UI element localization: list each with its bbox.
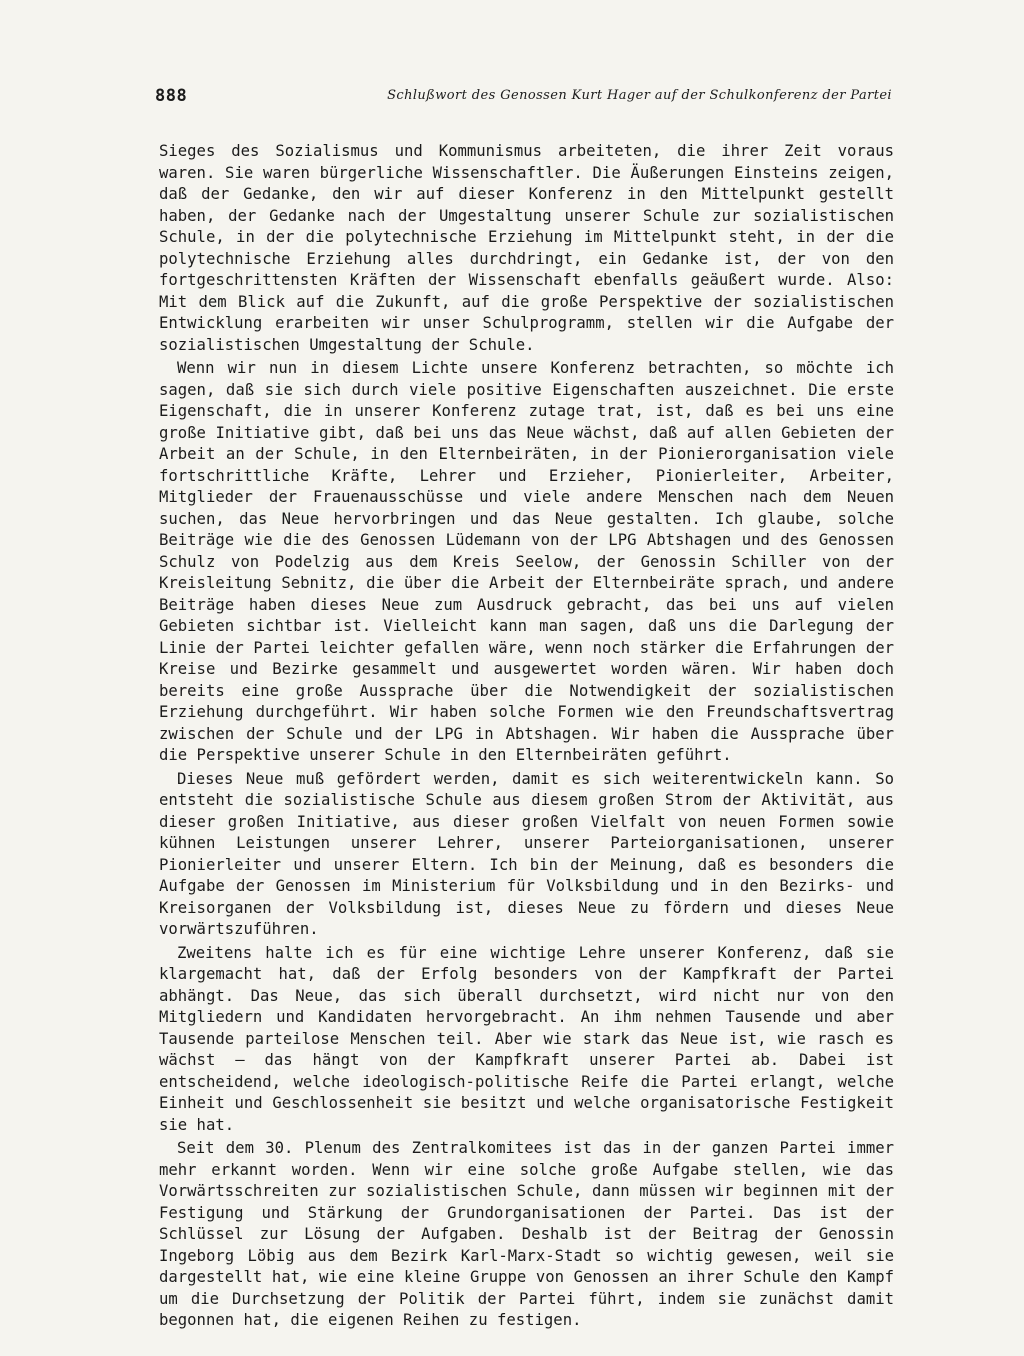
paragraph: Wenn wir nun in diesem Lichte unsere Konferenz betrachten, so möchte ich sagen, daß sie sich durch viele positive Eigenschaften auszeichnet. Die erste Eigenschaft, die in unserer Konferenz zutage trat, ist, daß es bei uns eine große Initiative gibt, daß bei uns das Neue wächst, daß auf allen Gebieten der Arbeit an der Schule, in den Elternbeiräten, in der Pionierorganisation viele fortschrittliche Kräfte, Lehrer und Erzieher, Pionierleiter, Arbeiter, Mitglieder der Frauenausschüsse und viele andere Menschen nach dem Neuen suchen, das Neue hervorbringen und das Neue gestalten. Ich glaube, solche Beiträge wie die des Genossen Lüdemann von der LPG Abtshagen und des Genossen Schulz von Podelzig aus dem Kreis Seelow, der Genossin Schiller von der Kreisleitung Sebnitz, die über die Arbeit der Elternbeiräte sprach, und andere Beiträge haben dieses Neue zum Ausdruck gebracht, das bei uns auf vielen Gebieten sichtbar ist. Vielleicht kann man sagen, daß uns die Darlegung der Linie der Partei leichter gefallen wäre, wenn noch stärker die Erfahrungen der Kreise und Bezirke gesammelt und ausgewertet worden wären. Wir haben doch bereits eine große Aussprache über die Notwendigkeit der sozialistischen Erziehung durchgeführt. Wir haben solche Formen wie den Freundschaftsvertrag zwischen der Schule und der LPG in Abtshagen. Wir haben die Aussprache über die Perspektive unserer Schule in den Elternbeiräten geführt. xyxy=(159,359,894,764)
running-head: Schlußwort des Genossen Kurt Hager auf der Schulkonferenz der Partei xyxy=(387,88,892,103)
page-header xyxy=(155,86,892,114)
body-text xyxy=(159,141,894,1334)
paragraph: Seit dem 30. Plenum des Zentralkomitees ist das in der ganzen Partei immer mehr erkannt worden. Wenn wir eine solche große Aufgabe stellen, wie das Vorwärtsschreiten zur sozialistischen Schule, dann müssen wir beginnen mit der Festigung und Stärkung der Grundorganisationen der Partei. Das ist der Schlüssel zur Lösung der Aufgaben. Deshalb ist der Beitrag der Genossin Ingeborg Löbig aus dem Bezirk Karl-Marx-Stadt so wichtig gewesen, weil sie dargestellt hat, wie eine kleine Gruppe von Genossen an ihrer Schule den Kampf um die Durchsetzung der Politik der Partei führt, indem sie zunächst damit begonnen hat, die eigenen Reihen zu festigen. xyxy=(159,1139,894,1329)
paragraph: Zweitens halte ich es für eine wichtige Lehre unserer Konferenz, daß sie klargemacht hat, daß der Erfolg besonders von der Kampfkraft der Partei abhängt. Das Neue, das sich überall durchsetzt, wird nicht nur von den Mitgliedern und Kandidaten hervorgebracht. An ihm nehmen Tausende und aber Tausende parteilose Menschen teil. Aber wie stark das Neue ist, wie rasch es wächst — das hängt von der Kampfkraft unserer Partei ab. Dabei ist entscheidend, welche ideologisch-politische Reife die Partei erlangt, welche Einheit und Geschlossenheit sie besitzt und welche organisatorische Festigkeit sie hat. xyxy=(159,943,894,1134)
page-number: 888 xyxy=(155,86,188,106)
paragraph: Dieses Neue muß gefördert werden, damit es sich weiterentwickeln kann. So entsteht die sozialistische Schule aus diesem großen Strom der Aktivität, aus dieser großen Initiative, aus dieser großen Vielfalt von neuen Formen sowie kühnen Leistungen unserer Lehrer, unserer Parteiorganisationen, unserer Pionierleiter und unserer Eltern. Ich bin der Meinung, daß es besonders die Aufgabe der Genossen im Ministerium für Volksbildung und in den Bezirks- und Kreisorganen der Volksbildung ist, dieses Neue zu fördern und dieses Neue vorwärtszuführen. xyxy=(159,769,894,938)
paragraph: Sieges des Sozialismus und Kommunismus arbeiteten, die ihrer Zeit voraus waren. Sie waren bürgerliche Wissenschaftler. Die Äußerungen Einsteins zeigen, daß der Gedanke, den wir auf dieser Konferenz in den Mittelpunkt gestellt haben, der Gedanke nach der Umgestaltung unserer Schule zur sozialistischen Schule, in der die polytechnische Erziehung im Mittelpunkt steht, in der die polytechnische Erziehung alles durchdringt, ein Gedanke ist, der von den fortgeschrittensten Kräften der Wissenschaft ebenfalls geäußert wurde. Also: Mit dem Blick auf die Zukunft, auf die große Perspektive der sozialistischen Entwicklung erarbeiten wir unser Schulprogramm, stellen wir die Aufgabe der sozialistischen Umgestaltung der Schule. xyxy=(159,142,894,354)
